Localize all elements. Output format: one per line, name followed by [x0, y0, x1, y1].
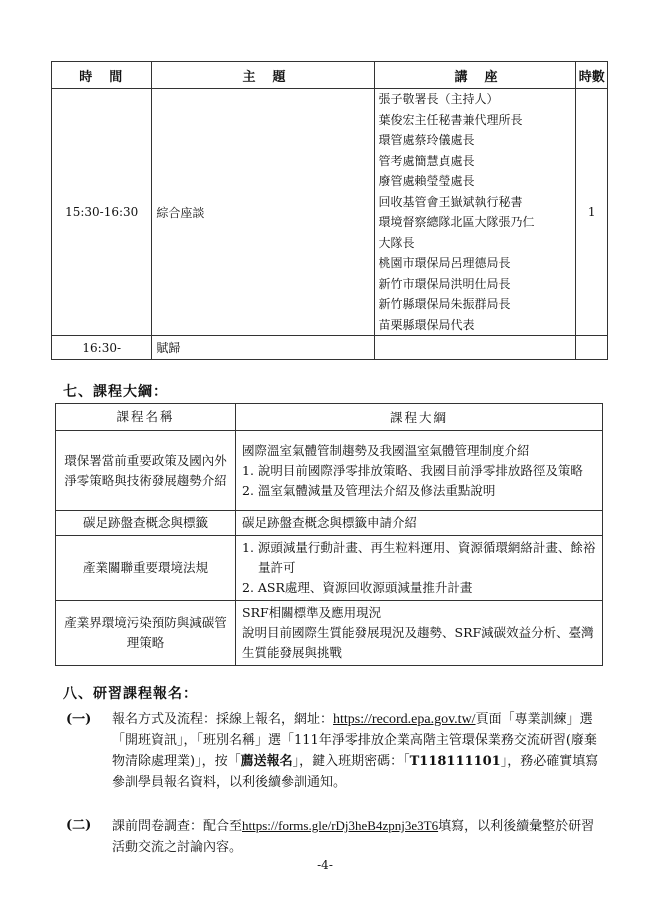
header-topic: 主 題: [152, 62, 374, 89]
session-speakers: [374, 336, 576, 360]
header-time: 時 間: [52, 62, 152, 89]
outline-row: [56, 511, 603, 536]
outline-row: [56, 601, 603, 666]
session-hours: 1: [576, 89, 608, 336]
speaker-name: 桃園市環保局呂理德局長: [378, 256, 511, 270]
session-topic: 賦歸: [152, 336, 374, 360]
session-hours: [576, 336, 608, 360]
outline-row: [56, 431, 603, 511]
outline-line: 說明目前國際生質能發展現況及趨勢、SRF減碳效益分析、臺灣生質能發展與挑戰: [242, 625, 594, 660]
outline-line: SRF相關標準及應用現況: [242, 605, 382, 620]
header-course-outline: 課程大綱: [236, 404, 603, 431]
session-topic: 綜合座談: [152, 89, 374, 336]
speaker-name: 苗栗縣環保局代表: [378, 317, 475, 332]
outline-line: 碳足跡盤查概念與標籤申請介紹: [242, 515, 418, 530]
item-text: 」，鍵入班期密碼：「: [292, 754, 410, 769]
outline-row: [56, 536, 603, 601]
speaker-name: 張子敬署長（主持人）: [378, 92, 499, 106]
submit-button-label: 薦送報名: [240, 754, 293, 769]
speaker-name: 廢管處賴瑩瑩處長: [378, 174, 475, 188]
outline-header-row: [56, 404, 603, 431]
speaker-name: 回收基管會王嶽斌執行秘書: [378, 194, 523, 209]
class-code: T118111101: [409, 754, 501, 769]
header-course-name: 課程名稱: [56, 404, 236, 431]
schedule-table: [51, 61, 608, 360]
header-speaker: 講 座: [374, 62, 576, 89]
item-text: 填寫，以利後續彙整於研習活動交流之討論內容。: [112, 819, 595, 855]
outline-line: 2. 溫室氣體減量及管理法介紹及修法重點說明: [242, 482, 496, 498]
registration-link[interactable]: https://record.epa.gov.tw/: [333, 712, 476, 727]
course-outline: [236, 511, 603, 536]
item-number: (二): [66, 818, 92, 833]
speaker-name: 環境督察總隊北區大隊張乃仁: [378, 215, 535, 229]
schedule-row: [52, 89, 608, 336]
session-speakers: [374, 89, 576, 336]
schedule-row: [52, 336, 608, 360]
speaker-name: 葉俊宏主任秘書兼代理所長: [378, 112, 523, 127]
course-name: 碳足跡盤查概念與標籤: [56, 511, 236, 536]
speaker-name: 環管處蔡玲儀處長: [378, 133, 475, 147]
item-body: [80, 709, 600, 793]
item-text: 」，務必確實填寫參訓學員報名資料，以利後續參訓通知。: [112, 754, 599, 790]
course-outline: [236, 536, 603, 601]
speaker-name: 大隊長: [378, 235, 415, 250]
section-heading-course-outline: 七、課程大綱：: [63, 384, 168, 400]
outline-line: 2. ASR處理、資源回收源頭減量推升計畫: [242, 580, 473, 595]
registration-item-2: [66, 815, 600, 858]
speaker-name: 管考處簡慧貞處長: [378, 153, 475, 168]
item-body: [80, 815, 600, 858]
item-number: (一): [66, 712, 92, 727]
item-text: 頁面「專業訓練」選「開班資訊」，「班別名稱」選「111年淨零排放企業高階主管環保業務交流研習(廢棄物清除處理業)」，按「: [112, 712, 597, 769]
outline-line: 1. 源頭減量行動計畫、再生粒料運用、資源循環網絡計畫、餘裕量許可: [242, 540, 596, 575]
speaker-name: 新竹縣環保局朱振群局長: [378, 297, 511, 311]
course-name: 產業界環境污染預防與減碳管理策略: [56, 601, 236, 666]
schedule-header-row: [52, 62, 608, 89]
course-name: 產業關聯重要環境法規: [56, 536, 236, 601]
course-outline: [236, 431, 603, 511]
item-text: 報名方式及流程：採線上報名，網址：: [112, 712, 334, 727]
session-time: 15:30-16:30: [52, 89, 152, 336]
registration-item-1: [66, 709, 600, 793]
course-name: 環保署當前重要政策及國內外淨零策略與技術發展趨勢介紹: [56, 431, 236, 511]
speaker-name: 新竹市環保局洪明仕局長: [378, 276, 511, 291]
outline-line: 1. 說明目前國際淨零排放策略、我國目前淨零排放路徑及策略: [242, 462, 583, 478]
header-hours: 時數: [576, 62, 608, 89]
course-outline: [236, 601, 603, 666]
session-time: 16:30-: [52, 336, 152, 360]
course-outline-table: [55, 403, 603, 666]
page-number: -4-: [317, 858, 333, 872]
outline-line: 國際溫室氣體管制趨勢及我國溫室氣體管理制度介紹: [242, 442, 530, 458]
item-text: 課前問卷調查：配合至: [112, 819, 243, 834]
survey-link[interactable]: https://forms.gle/rDj3heB4zpnj3e3T6: [242, 818, 439, 833]
section-heading-registration: 八、研習課程報名：: [63, 686, 198, 702]
